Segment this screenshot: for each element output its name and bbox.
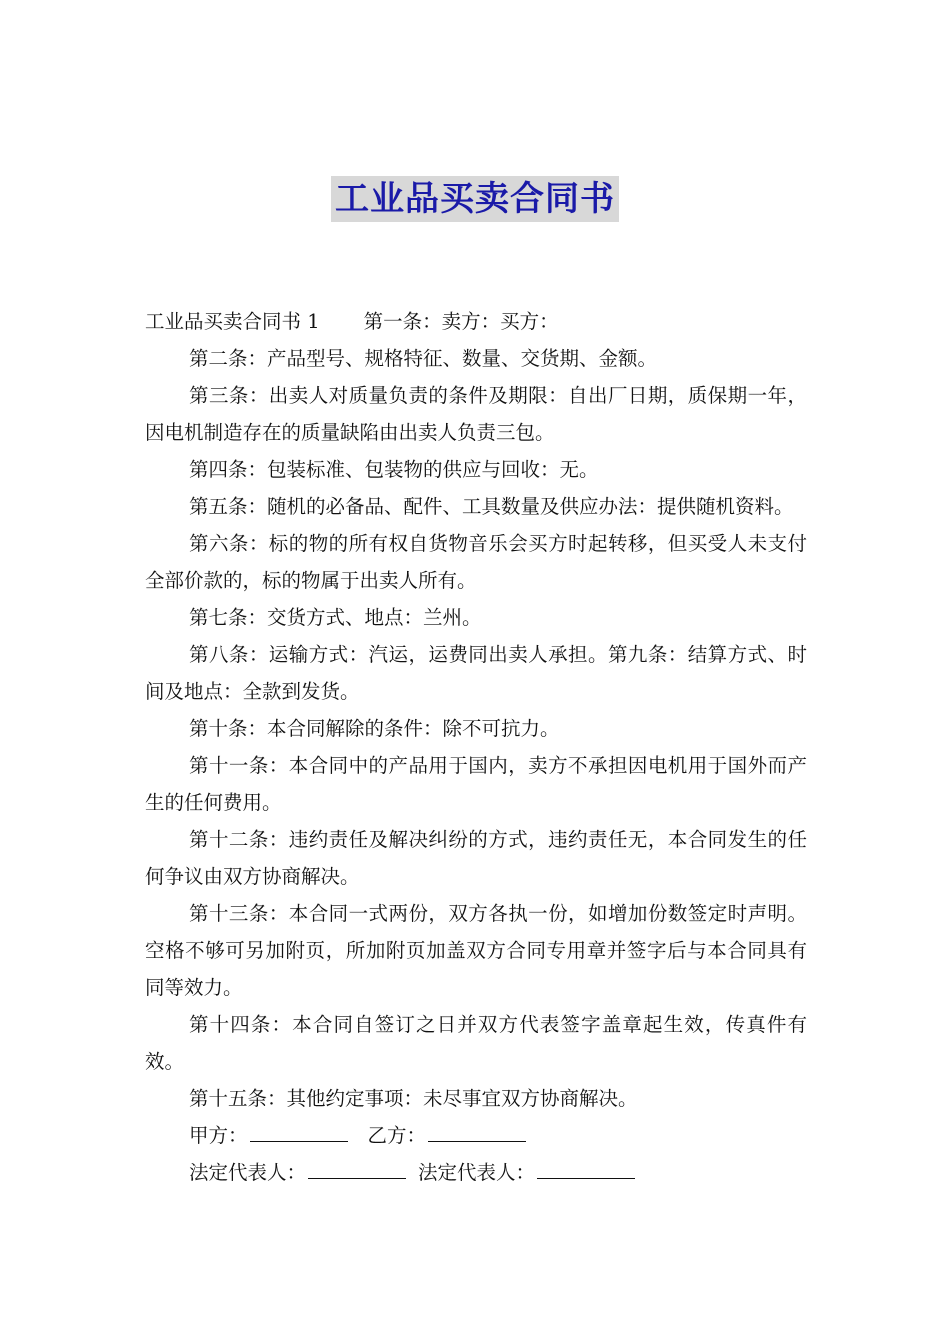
signature-line-reps (145, 1154, 807, 1191)
document-body (145, 303, 807, 1191)
article-14: 第十四条：本合同自签订之日并双方代表签字盖章起生效，传真件有效。 (145, 1013, 807, 1073)
rep-a-blank[interactable] (308, 1158, 406, 1179)
article-13: 第十三条：本合同一式两份，双方各执一份，如增加份数签定时声明。空格不够可另加附页，所加附页加盖双方合同专用章并签字后与本合同具有同等效力。 (145, 902, 807, 999)
article-15: 第十五条：其他约定事项：未尽事宜双方协商解决。 (189, 1087, 638, 1110)
article-1: 第一条：卖方：买方： (363, 310, 559, 333)
party-a-label: 甲方： (189, 1124, 248, 1147)
article-4: 第四条：包装标准、包装物的供应与回收：无。 (189, 458, 599, 481)
article-2: 第二条：产品型号、规格特征、数量、交货期、金额。 (189, 347, 658, 370)
rep-b-label: 法定代表人： (418, 1161, 536, 1184)
rep-a-label: 法定代表人： (189, 1161, 307, 1184)
article-6: 第六条：标的物的所有权自货物音乐会买方时起转移，但买受人未支付全部价款的，标的物属于出卖人所有。 (145, 532, 807, 592)
header-line (145, 303, 807, 340)
doc-ref: 工业品买卖合同书 1 (145, 310, 320, 333)
party-b-label: 乙方： (367, 1124, 427, 1147)
article-7: 第七条：交货方式、地点：兰州。 (189, 606, 482, 629)
rep-b-blank[interactable] (537, 1158, 635, 1179)
article-5: 第五条：随机的必备品、配件、工具数量及供应办法：提供随机资料。 (189, 495, 794, 518)
title-container (0, 176, 950, 222)
party-b-blank[interactable] (428, 1121, 526, 1142)
party-a-blank[interactable] (250, 1121, 348, 1142)
article-11: 第十一条：本合同中的产品用于国内，卖方不承担因电机用于国外而产生的任何费用。 (145, 754, 807, 814)
article-10: 第十条：本合同解除的条件：除不可抗力。 (189, 717, 560, 740)
signature-line-parties (145, 1117, 807, 1154)
document-title: 工业品买卖合同书 (331, 176, 619, 222)
article-3: 第三条：出卖人对质量负责的条件及期限：自出厂日期，质保期一年，因电机制造存在的质量缺陷由出卖人负责三包。 (145, 384, 807, 444)
article-8-9: 第八条：运输方式：汽运，运费同出卖人承担。第九条：结算方式、时间及地点：全款到发货。 (145, 643, 807, 703)
article-12: 第十二条：违约责任及解决纠纷的方式，违约责任无，本合同发生的任何争议由双方协商解决。 (145, 828, 807, 888)
